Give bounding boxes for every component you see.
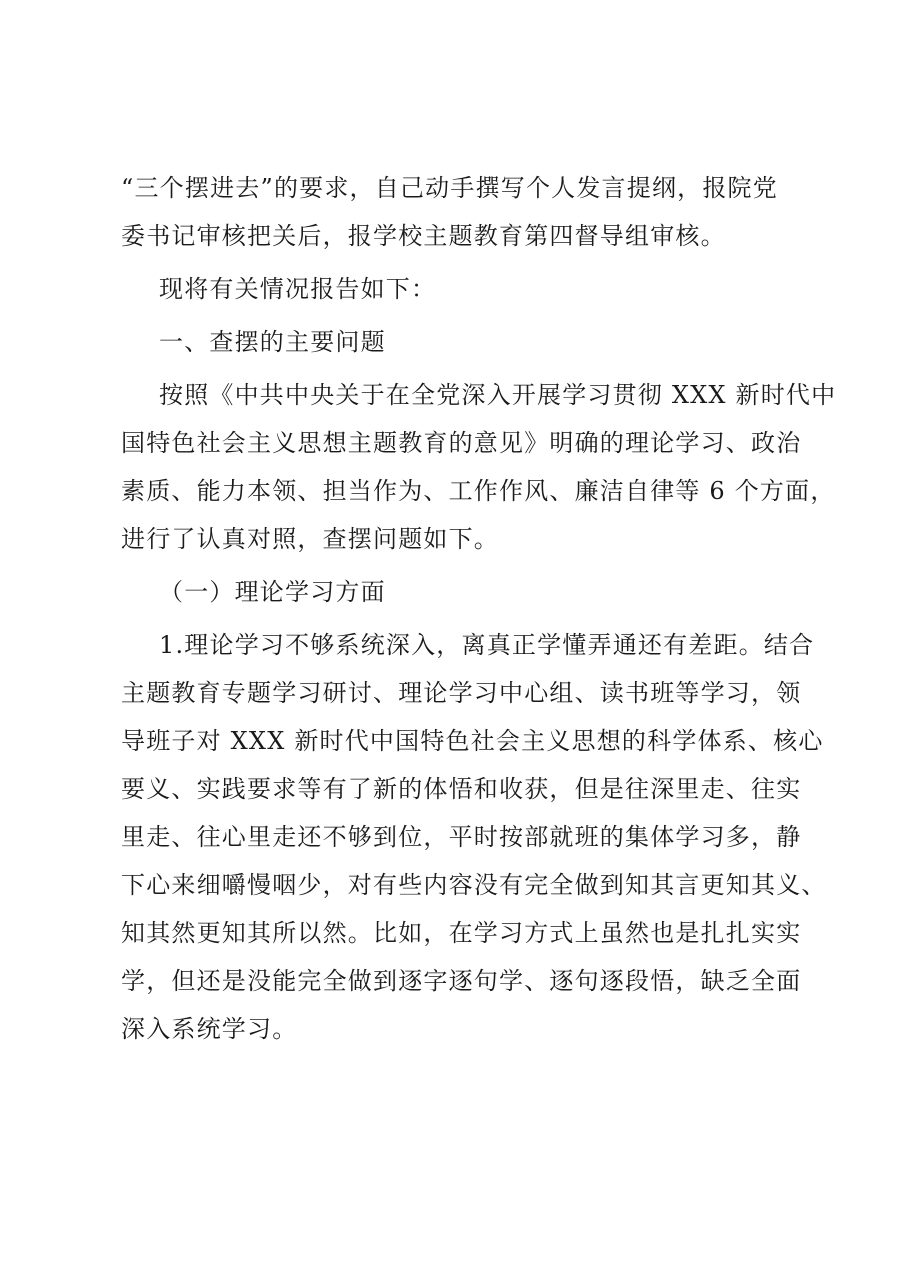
text-line: “三个摆进去”的要求，自己动手撰写个人发言提纲，报院党	[121, 174, 778, 202]
text-line: 国特色社会主义思想主题教育的意见》明确的理论学习、政治	[121, 429, 802, 457]
text-line: 深入系统学习。	[121, 1015, 298, 1043]
text-line: 1.理论学习不够系统深入，离真正学懂弄通还有差距。结合	[159, 631, 815, 659]
text-line: 里走、往心里走还不够到位，平时按部就班的集体学习多，静	[121, 823, 802, 851]
paragraph-theory-study	[121, 621, 827, 1053]
subsection-heading-1	[121, 568, 801, 616]
text-line: 要义、实践要求等有了新的体悟和收获，但是往深里走、往实	[121, 775, 802, 803]
text-line: 知其然更知其所以然。比如，在学习方式上虽然也是扎扎实实	[121, 919, 802, 947]
paragraph-basis	[121, 371, 837, 563]
paragraph-continuation	[121, 164, 801, 260]
paragraph-report-intro	[121, 265, 801, 313]
text-line: 导班子对 XXX 新时代中国特色社会主义思想的科学体系、核心	[121, 727, 824, 755]
heading-text: 一、查摆的主要问题	[159, 328, 386, 356]
text-line: 下心来细嚼慢咽少，对有些内容没有完全做到知其言更知其义、	[121, 871, 827, 899]
document-page	[121, 164, 837, 1053]
subheading-text: （一）理论学习方面	[159, 578, 386, 606]
section-heading-1	[121, 318, 801, 366]
text-line: 委书记审核把关后，报学校主题教育第四督导组审核。	[121, 222, 726, 250]
text-line: 现将有关情况报告如下：	[159, 275, 437, 303]
text-line: 按照《中共中央关于在全党深入开展学习贯彻 XXX 新时代中	[159, 381, 837, 409]
text-line: 学，但还是没能完全做到逐字逐句学、逐句逐段悟，缺乏全面	[121, 967, 802, 995]
text-line: 主题教育专题学习研讨、理论学习中心组、读书班等学习，领	[121, 679, 802, 707]
text-line: 进行了认真对照，查摆问题如下。	[121, 525, 499, 553]
text-line: 素质、能力本领、担当作为、工作作风、廉洁自律等 6 个方面，	[121, 477, 836, 505]
